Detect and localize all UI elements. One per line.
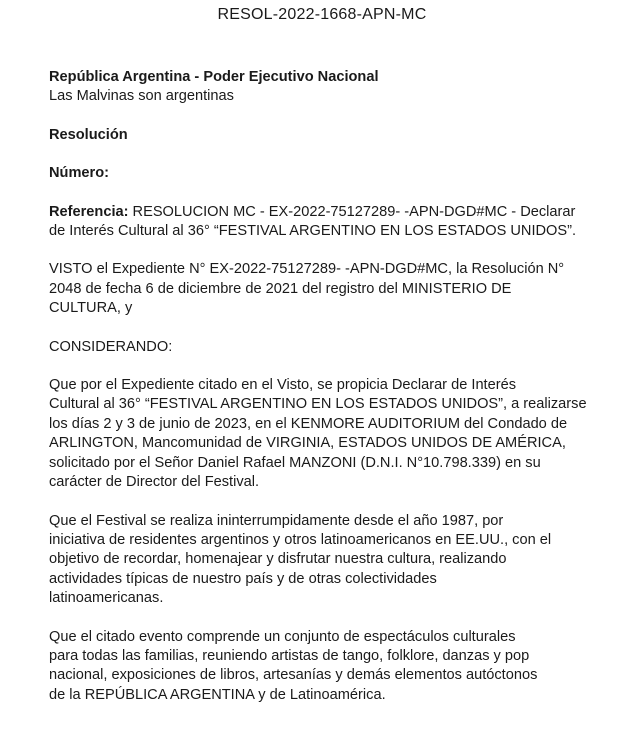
reference-text-line-2: de Interés Cultural al 36° “FESTIVAL ARGENTINO EN LOS ESTADOS UNIDOS”. [49, 223, 577, 240]
header-block [49, 68, 599, 107]
considerando-heading: CONSIDERANDO: [49, 338, 173, 355]
visto-line: 2048 de fecha 6 de diciembre de 2021 del registro del MINISTERIO DE [49, 280, 512, 297]
reference-label: Referencia: [49, 203, 129, 220]
document-body [49, 68, 599, 705]
visto-paragraph [49, 260, 599, 318]
paragraph-line: para todas las familias, reuniendo artistas de tango, folklore, danzas y pop [49, 647, 530, 664]
paragraph-line: nacional, exposiciones de libros, artesanías y demás elementos autóctonos [49, 667, 538, 684]
paragraph-evento [49, 628, 599, 706]
paragraph-line: latinoamericanas. [49, 590, 164, 607]
paragraph-line: iniciativa de residentes argentinos y otros latinoamericanos en EE.UU., con el [49, 531, 552, 548]
paragraph-line: Que el citado evento comprende un conjunto de espectáculos culturales [49, 628, 516, 645]
reference-text-line-1: RESOLUCION MC - EX-2022-75127289- -APN-DGD#MC - Declarar [128, 203, 576, 220]
document-type-label: Resolución [49, 126, 128, 143]
paragraph-festival [49, 512, 599, 609]
reference-block [49, 203, 599, 242]
header-subtitle: Las Malvinas son argentinas [49, 88, 234, 105]
paragraph-line: solicitado por el Señor Daniel Rafael MANZONI (D.N.I. N°10.798.339) en su [49, 454, 541, 471]
paragraph-line: carácter de Director del Festival. [49, 474, 260, 491]
header-title: República Argentina - Poder Ejecutivo Nacional [49, 69, 379, 85]
paragraph-line: los días 2 y 3 de junio de 2023, en el KENMORE AUDITORIUM del Condado de [49, 415, 568, 432]
paragraph-line: objetivo de recordar, homenajear y disfrutar nuestra cultura, realizando [49, 551, 507, 568]
paragraph-line: Cultural al 36° “FESTIVAL ARGENTINO EN LOS ESTADOS UNIDOS”, a realizarse [49, 396, 587, 413]
number-label: Número: [49, 165, 109, 182]
paragraph-line: Que por el Expediente citado en el Visto, se propicia Declarar de Interés [49, 377, 516, 394]
document-id: RESOL-2022-1668-APN-MC [217, 6, 427, 23]
paragraph-line: ARLINGTON, Mancomunidad de VIRGINIA, ESTADOS UNIDOS DE AMÉRICA, [49, 435, 566, 452]
paragraph-line: de la REPÚBLICA ARGENTINA y de Latinoamérica. [49, 686, 386, 703]
paragraph-line: Que el Festival se realiza ininterrumpidamente desde el año 1987, por [49, 512, 504, 529]
visto-line: CULTURA, y [49, 300, 133, 317]
paragraph-expediente [49, 376, 599, 492]
visto-line: VISTO el Expediente N° EX-2022-75127289- -APN-DGD#MC, la Resolución N° [49, 261, 565, 278]
paragraph-line: actividades típicas de nuestro país y de otras colectividades [49, 570, 437, 587]
